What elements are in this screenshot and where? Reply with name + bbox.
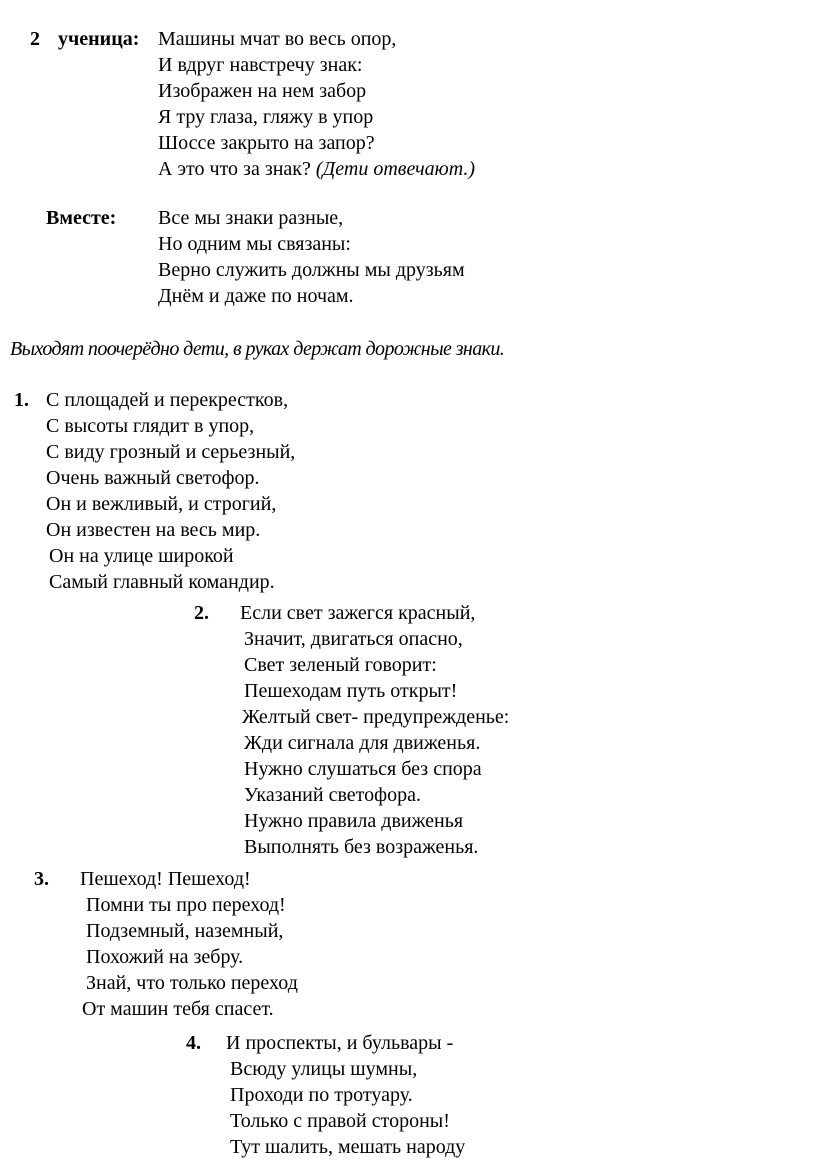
verse-line: Днём и даже по ночам. xyxy=(158,285,354,307)
verse-line: Только с правой стороны! xyxy=(230,1110,450,1132)
verse-line: С площадей и перекрестков, xyxy=(46,389,289,411)
stage-note: (Дети отвечают.) xyxy=(315,158,476,180)
verse-line: Значит, двигаться опасно, xyxy=(244,628,463,650)
verse-line: Пешеходам путь открыт! xyxy=(244,680,458,702)
stanza-student-2 xyxy=(158,26,475,182)
verse-line: Желтый свет- предупрежденье: xyxy=(242,706,510,728)
verse-number: 2. xyxy=(194,602,209,624)
verse-line: Нужно слушаться без спора xyxy=(244,758,482,780)
verse-line: С высоты глядит в упор, xyxy=(46,415,255,437)
verse-number: 4. xyxy=(186,1032,201,1054)
verse-line: Свет зеленый говорит: xyxy=(244,654,437,676)
verse-number: 3. xyxy=(34,868,49,890)
verse-line: Помни ты про переход! xyxy=(86,894,286,916)
verse-line: Подземный, наземный, xyxy=(86,920,284,942)
verse-line: От машин тебя спасет. xyxy=(82,998,274,1020)
verse-line-with-note xyxy=(158,156,475,182)
verse-line-text: А это что за знак? xyxy=(158,158,311,180)
stanza-together xyxy=(158,205,465,309)
verse-line: И вдруг навстречу знак: xyxy=(158,54,363,76)
verse-line: Изображен на нем забор xyxy=(158,80,367,102)
verse-line: Знай, что только переход xyxy=(86,972,298,994)
verse-line: Похожий на зебру. xyxy=(86,946,244,968)
verse-line: Если свет зажегся красный, xyxy=(240,602,476,624)
verse-line: Пешеход! Пешеход! xyxy=(80,868,251,890)
verse-line: Я тру глаза, гляжу в упор xyxy=(158,106,374,128)
verse-line: Верно служить должны мы друзьям xyxy=(158,259,465,281)
verse-line: Но одним мы связаны: xyxy=(158,233,351,255)
verse-line: Нужно правила движенья xyxy=(244,810,464,832)
stage-direction: Выходят поочерёдно дети, в руках держат дорожные знаки. xyxy=(10,338,505,360)
speaker-label-together: Вместе: xyxy=(46,207,117,229)
verse-4 xyxy=(226,1030,466,1160)
verse-line: Самый главный командир. xyxy=(49,571,275,593)
verse-line: Жди сигнала для движенья. xyxy=(244,732,481,754)
verse-line: Проходи по тротуару. xyxy=(230,1084,413,1106)
verse-line: Очень важный светофор. xyxy=(46,467,260,489)
verse-line: Указаний светофора. xyxy=(244,784,421,806)
verse-line: Тут шалить, мешать народу xyxy=(230,1136,466,1158)
verse-line: И проспекты, и бульвары - xyxy=(226,1032,454,1054)
verse-line: Выполнять без возраженья. xyxy=(244,836,479,858)
verse-2 xyxy=(240,600,510,860)
verse-number: 1. xyxy=(14,389,29,411)
verse-line: Шоссе закрыто на запор? xyxy=(158,132,375,154)
verse-line: Всюду улицы шумны, xyxy=(230,1058,418,1080)
speaker-label: ученица: xyxy=(58,28,140,50)
verse-line: Все мы знаки разные, xyxy=(158,207,344,229)
verse-line: С виду грозный и серьезный, xyxy=(46,441,296,463)
verse-1 xyxy=(46,387,295,595)
verse-line: Он и вежливый, и строгий, xyxy=(46,493,277,515)
speaker-number: 2 xyxy=(30,28,40,50)
verse-line: Он на улице широкой xyxy=(49,545,234,567)
verse-line: Он известен на весь мир. xyxy=(46,519,261,541)
verse-3 xyxy=(80,866,298,1022)
verse-line: Машины мчат во весь опор, xyxy=(158,28,397,50)
